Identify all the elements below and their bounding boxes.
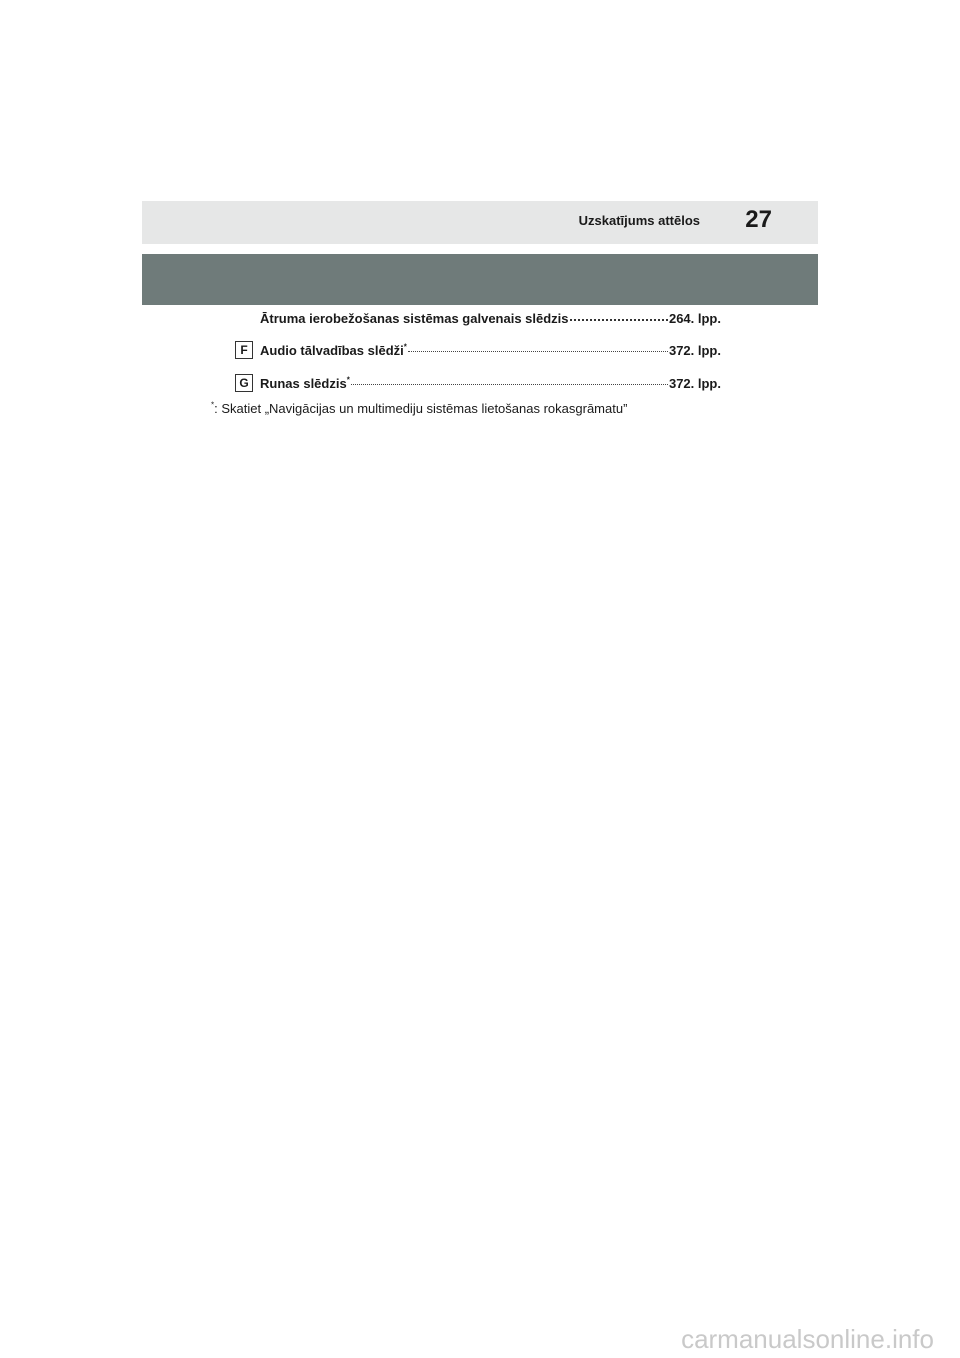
dark-section-band bbox=[142, 254, 818, 305]
section-title: Uzskatījums attēlos bbox=[578, 213, 700, 228]
leader-dots bbox=[408, 351, 668, 352]
entry-page-ref: 372. lpp. bbox=[668, 343, 721, 358]
footnote-marker: * bbox=[211, 400, 215, 410]
callout-letter-g: G bbox=[235, 374, 253, 392]
entry-label: Runas slēdzis* bbox=[260, 375, 350, 391]
leader-dots bbox=[351, 384, 668, 385]
list-item bbox=[260, 376, 721, 391]
list-item bbox=[260, 311, 721, 326]
footnote-marker: * bbox=[346, 375, 350, 385]
footnote bbox=[211, 401, 627, 416]
page-number: 27 bbox=[745, 206, 772, 233]
leader-dots bbox=[570, 319, 668, 321]
callout-letter-f: F bbox=[235, 341, 253, 359]
footnote-text: : Skatiet „Navigācijas un multimediju sistēmas lietošanas rokasgrāmatu” bbox=[214, 401, 628, 416]
watermark: carmanualsonline.info bbox=[681, 1324, 934, 1354]
page-header-bar bbox=[142, 201, 818, 244]
entry-page-ref: 372. lpp. bbox=[668, 376, 721, 391]
entry-page-ref: 264. lpp. bbox=[668, 311, 721, 326]
list-item bbox=[260, 343, 721, 358]
footnote-marker: * bbox=[403, 342, 407, 352]
entry-label: Ātruma ierobežošanas sistēmas galvenais slēdzis bbox=[260, 311, 569, 326]
entry-label: Audio tālvadības slēdži* bbox=[260, 342, 407, 358]
